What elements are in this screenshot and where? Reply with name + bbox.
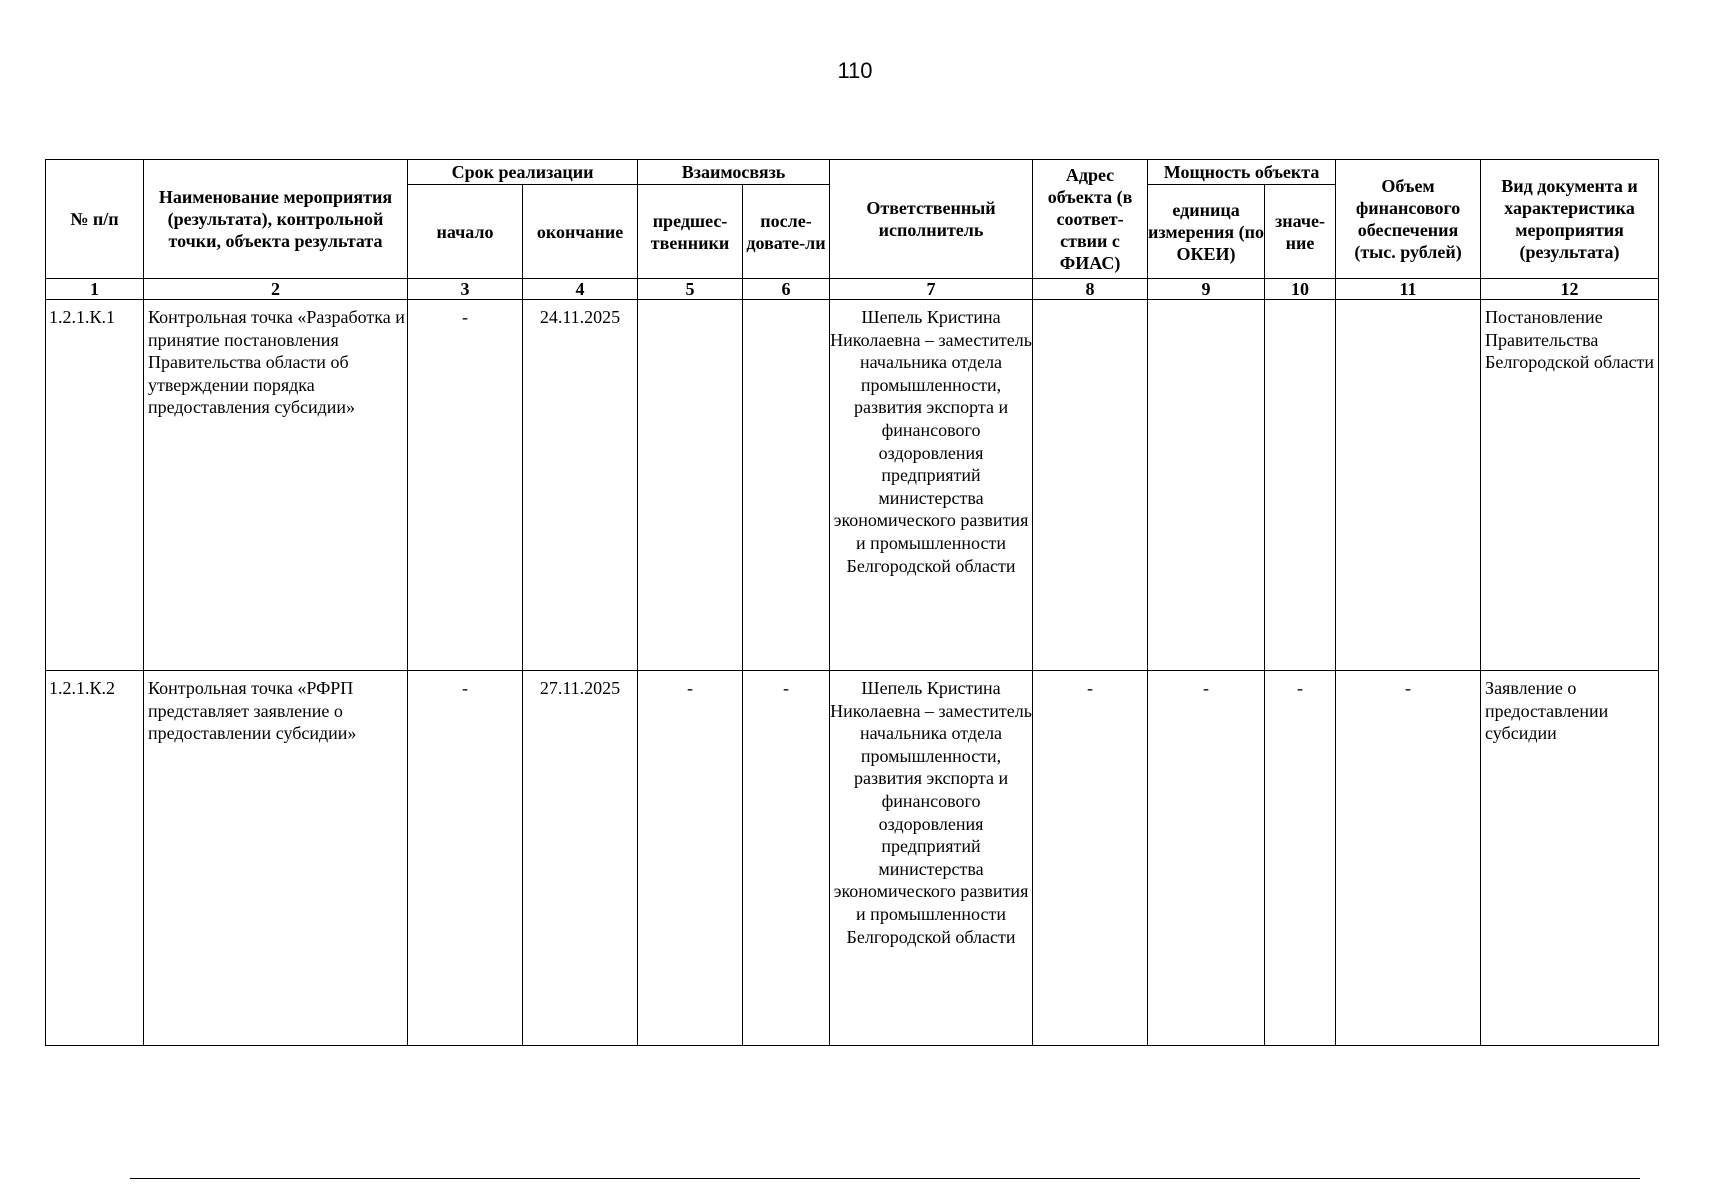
row-address <box>1033 300 1148 671</box>
column-number: 6 <box>743 279 830 300</box>
header-executor: Ответственный исполнитель <box>830 160 1033 279</box>
page-number: 110 <box>837 58 873 83</box>
column-number: 10 <box>1265 279 1336 300</box>
bottom-rule <box>130 1178 1640 1179</box>
row-executor: Шепель Кристина Николаевна – заместитель начальника отдела промышленности, развития экспорта и финансового оздоровления предприятий министерства экономического развития и промышленности Белгородской области <box>830 300 1033 671</box>
header-term-start: начало <box>408 185 523 279</box>
column-number: 11 <box>1336 279 1481 300</box>
column-number: 8 <box>1033 279 1148 300</box>
column-number: 4 <box>523 279 638 300</box>
row-value <box>1265 300 1336 671</box>
row-end: 27.11.2025 <box>523 671 638 1046</box>
row-prev <box>638 300 743 671</box>
header-relation: Взаимосвязь <box>638 160 830 185</box>
header-term-end: окончание <box>523 185 638 279</box>
row-value: - <box>1265 671 1336 1046</box>
column-number-row <box>46 279 1659 300</box>
header-relation-next: после-довате-ли <box>743 185 830 279</box>
row-unit: - <box>1148 671 1265 1046</box>
row-finance <box>1336 300 1481 671</box>
header-address: Адрес объекта (в соответ-ствии с ФИАС) <box>1033 160 1148 279</box>
header-num: № п/п <box>46 160 144 279</box>
column-number: 2 <box>144 279 408 300</box>
row-unit <box>1148 300 1265 671</box>
table-row <box>46 671 1659 1046</box>
row-id: 1.2.1.К.2 <box>46 671 144 1046</box>
column-number: 7 <box>830 279 1033 300</box>
column-number: 1 <box>46 279 144 300</box>
column-number: 3 <box>408 279 523 300</box>
plan-table <box>45 159 1659 1046</box>
row-name: Контрольная точка «Разработка и принятие постановления Правительства области об утверждении порядка предоставления субсидии» <box>144 300 408 671</box>
header-relation-prev: предшес-твенники <box>638 185 743 279</box>
row-start: - <box>408 300 523 671</box>
row-executor: Шепель Кристина Николаевна – заместитель начальника отдела промышленности, развития экспорта и финансового оздоровления предприятий министерства экономического развития и промышленности Белгородской области <box>830 671 1033 1046</box>
header-capacity-unit: единица измерения (по ОКЕИ) <box>1148 185 1265 279</box>
header-capacity: Мощность объекта <box>1148 160 1336 185</box>
column-number: 12 <box>1481 279 1659 300</box>
header-document: Вид документа и характеристика мероприятия (результата) <box>1481 160 1659 279</box>
header-capacity-value: значе-ние <box>1265 185 1336 279</box>
row-next: - <box>743 671 830 1046</box>
row-finance: - <box>1336 671 1481 1046</box>
row-document: Постановление Правительства Белгородской области <box>1481 300 1659 671</box>
row-id: 1.2.1.К.1 <box>46 300 144 671</box>
row-address: - <box>1033 671 1148 1046</box>
row-document: Заявление о предоставлении субсидии <box>1481 671 1659 1046</box>
header-finance: Объем финансового обеспечения (тыс. рублей) <box>1336 160 1481 279</box>
column-number: 9 <box>1148 279 1265 300</box>
row-end: 24.11.2025 <box>523 300 638 671</box>
row-start: - <box>408 671 523 1046</box>
header-term: Срок реализации <box>408 160 638 185</box>
row-name: Контрольная точка «РФРП представляет заявление о предоставлении субсидии» <box>144 671 408 1046</box>
row-next <box>743 300 830 671</box>
header-row-top <box>46 160 1659 185</box>
header-name: Наименование мероприятия (результата), контрольной точки, объекта результата <box>144 160 408 279</box>
table-row <box>46 300 1659 671</box>
column-number: 5 <box>638 279 743 300</box>
row-prev: - <box>638 671 743 1046</box>
